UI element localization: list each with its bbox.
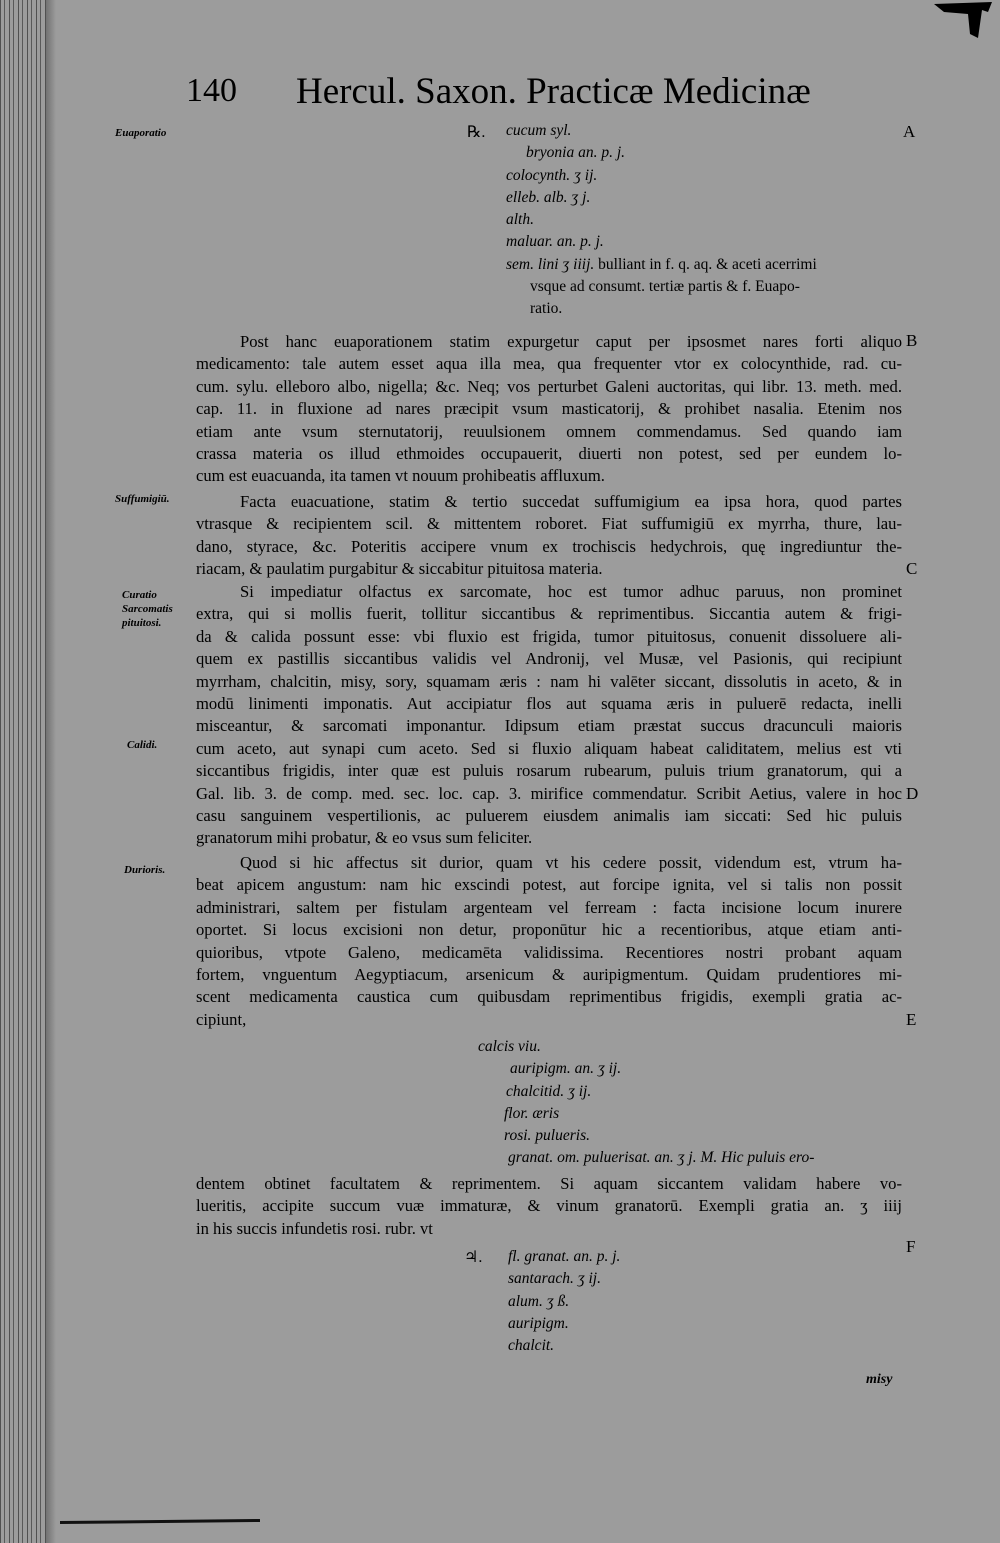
ink-blot-corner <box>934 0 994 40</box>
paragraph-2 <box>196 491 902 581</box>
recipe-line: granat. om. puluerisat. an. ʒ j. M. Hic puluis ero- <box>508 1149 815 1167</box>
text-line: cap. 11. in fluxione ad nares præcipit vsum masticatorij, & prohibet nasalia. Etenim nos <box>196 399 902 419</box>
recipe-line: alum. ʒ ß. <box>508 1292 570 1310</box>
text-line: beat apicem angustum: nam hic exscindi potest, aut forcipe ignita, vel si talis non possit <box>196 875 902 895</box>
text-line: vtrasque & recipientem scil. & mittentem roboret. Fiat suffumigiū ex myrrha, thure, lau- <box>196 514 902 534</box>
margin-note-curatio-sarcomatis: Curatio Sarcomatis pituitosi. <box>122 589 173 629</box>
margin-letter-d: D <box>906 784 919 803</box>
recipe-line: elleb. alb. ʒ j. <box>506 188 591 206</box>
text-line: cum est euacuanda, ita tamen vt nouum prohibeatis affluxum. <box>196 466 605 486</box>
recipe-line: colocynth. ʒ ij. <box>506 166 598 184</box>
recipe-line: calcis viu. <box>478 1038 541 1055</box>
recipe-instruction: ratio. <box>530 300 563 318</box>
page-number: 140 <box>186 72 237 109</box>
text-line: Gal. lib. 3. de comp. med. sec. loc. cap. 3. mirifice commendatur. Scribit Aetius, valere in hoc <box>196 783 902 803</box>
gutter-shadow <box>46 0 56 1543</box>
recipe-3 <box>508 1246 620 1357</box>
book-spine-edge <box>0 0 46 1543</box>
text-line: misceantur, & sarcomati imponantur. Idipsum etiam præstat succus dracunculi maioris <box>196 716 902 736</box>
recipe-line: chalcit. <box>508 1337 555 1355</box>
text-line: dentem obtinet facultatem & reprimentem. Si aquam siccantem validam habere vo- <box>196 1174 902 1193</box>
text-line: modū linimenti imponatis. Aut accipiatur flos aut squama æris in puluerē redacta, inelli <box>196 693 902 713</box>
text-line: dano, styrace, &c. Poteritis accipere vnum ex trochiscis hedychrois, quę ingrediuntur the- <box>196 536 902 556</box>
margin-letter-b: B <box>906 331 918 350</box>
text-line: cum aceto, aut synapi cum aceto. Sed si fluxio aliquam habeat caliditatem, melius est vti <box>196 738 902 758</box>
catchword: misy <box>866 1372 893 1387</box>
text-line: crassa materia os illud ethmoides occupauerit, diuerti non potest, sed per eundem lo- <box>196 443 902 463</box>
paragraph-4 <box>196 852 902 1031</box>
text-line: granatorum mihi probatur, & eo vsus sum feliciter. <box>196 828 533 848</box>
text-line: cum. sylu. elleboro albo, nigella; &c. Neq; vos perturbet Galeni auctoritas, qui libr. 13. meth. med. <box>196 376 902 396</box>
paragraph-5 <box>196 1173 902 1240</box>
text-line: oportet. Si locus excisioni non detur, proponūtur hic a recentioribus, atque etiam anti- <box>196 920 902 940</box>
text-line: siccantibus frigidis, inter quæ est puluis rosarum rubearum, puluis trium granatorum, qui a <box>196 761 902 781</box>
paragraph-1 <box>196 331 902 488</box>
text-line: Facta euacuatione, statim & tertio succedat suffumigium ea ipsa hora, quod partes <box>240 492 902 511</box>
margin-letter-e: E <box>906 1010 917 1029</box>
recipe-line: bryonia an. p. j. <box>526 144 626 162</box>
text-line: etiam ante vsum sternutatorij, reuulsionem omnem commendamus. Sed quando iam <box>196 421 902 441</box>
text-line: casu sanguinem vespertilionis, ac puluerem eiusdem animalis iam siccati: Sed hic puluis <box>196 805 902 825</box>
margin-note-calidi: Calidi. <box>127 739 158 751</box>
recipe-line: fl. granat. an. p. j. <box>508 1248 621 1265</box>
margin-letter-a: A <box>903 122 916 141</box>
margin-letter-f: F <box>906 1237 916 1256</box>
recipe-sign: ℞. <box>467 124 486 141</box>
recipe-line: maluar. an. p. j. <box>506 233 604 251</box>
text-line: Si impediatur olfactus ex sarcomate, hoc est tumor adhuc paruus, non prominet <box>240 582 902 601</box>
text-line: riacam, & paulatim purgabitur & siccabitur pituitosa materia. <box>196 559 603 579</box>
paragraph-3 <box>196 581 902 850</box>
text-line: da & calida possunt esse: vbi fluxio est frigida, tumor pituitosus, conuenit dissoluere ali- <box>196 626 902 646</box>
recipe-line: rosi. pulueris. <box>504 1127 590 1145</box>
recipe-line: alth. <box>506 211 534 229</box>
text-line: Post hanc euaporationem statim expurgetur caput per ipsosmet nares forti aliquo <box>240 332 902 351</box>
recipe-instruction: vsque ad consumt. tertiæ partis & f. Euapo- <box>530 278 800 296</box>
text-line: quem ex pastillis siccantibus validis vel Andronij, vel Musæ, vel Pasionis, qui recipiunt <box>196 649 902 669</box>
text-line: in his succis infundetis rosi. rubr. vt <box>196 1218 433 1238</box>
recipe-line: sem. lini ʒ iiij. <box>506 255 595 273</box>
margin-note-euaporatio: Euaporatio <box>115 127 167 139</box>
bottom-rule <box>60 1519 260 1524</box>
recipe-1 <box>506 120 817 321</box>
text-line: medicamento: tale autem esset aqua illa mea, qua frequenter vtor ex colocynthide, rad. cu- <box>196 354 902 374</box>
recipe-instruction: bulliant in f. q. aq. & aceti acerrimi <box>598 255 817 273</box>
text-line: cipiunt, <box>196 1009 247 1029</box>
text-line: Quod si hic affectus sit durior, quam vt his cedere possit, videndum est, vtrum ha- <box>240 853 902 872</box>
recipe-line: chalcitid. ʒ ij. <box>506 1082 592 1100</box>
text-line: myrrham, chalcitin, misy, sory, squamam æris : nam hi valēter siccant, dissolutis in aceto, & in <box>196 671 902 691</box>
margin-note-durioris: Durioris. <box>124 864 166 876</box>
text-line: administrari, saltem per fistulam argenteam vel ferream : facta incisione locum inurere <box>196 897 902 917</box>
text-line: quioribus, vtpote Galeno, medicamēta validissima. Recentiores nostri probant aquam <box>196 942 902 962</box>
running-header <box>186 70 826 116</box>
margin-note-suffumigium: Suffumigiū. <box>115 493 170 505</box>
recipe-line: santarach. ʒ ij. <box>508 1270 601 1288</box>
recipe-line: auripigm. an. ʒ ij. <box>510 1060 622 1078</box>
recipe-2 <box>478 1036 814 1170</box>
text-line: lueritis, accipite succum vuæ immaturæ, & vinum granatorū. Exempli gratia an. ʒ iiij <box>196 1196 902 1216</box>
page-title: Hercul. Saxon. Practicæ Medicinæ <box>296 71 811 112</box>
recipe-line: flor. æris <box>504 1104 560 1122</box>
text-line: scent medicamenta caustica cum quibusdam reprimentibus frigidis, exempli gratia ac- <box>196 987 902 1007</box>
text-line: extra, qui si mollis fuerit, tollitur siccantibus & reprimentibus. Siccantia autem & frigi- <box>196 604 902 624</box>
text-line: fortem, vnguentum Aegyptiacum, arsenicum & auripigmentum. Quidam prudentiores mi- <box>196 964 902 984</box>
margin-letter-c: C <box>906 559 918 578</box>
recipe-line: cucum syl. <box>506 122 572 139</box>
recipe-line: auripigm. <box>508 1314 569 1332</box>
jupiter-recipe-sign: ♃. <box>464 1249 483 1266</box>
